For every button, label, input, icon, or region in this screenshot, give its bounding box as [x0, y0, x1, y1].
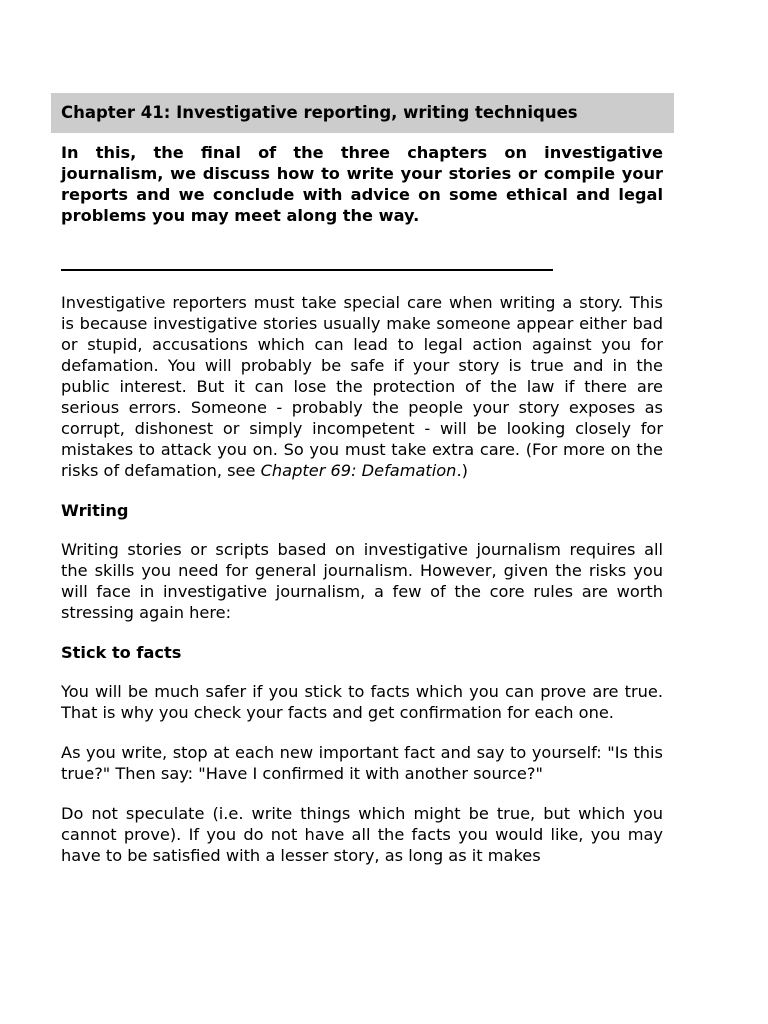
paragraph-check-facts: As you write, stop at each new important fact and say to yourself: "Is this true?" Then say: "Have I confirmed it with another source?" [61, 743, 663, 783]
cross-reference: Chapter 69: Defamation [260, 461, 457, 480]
paragraph-tail: .) [456, 461, 468, 480]
heading-stick-to-facts: Stick to facts [61, 643, 182, 662]
paragraph-facts: You will be much safer if you stick to facts which you can prove are true. That is why you check your facts and get confirmation for each one. [61, 682, 663, 722]
paragraph-speculate: Do not speculate (i.e. write things which might be true, but which you cannot prove). If you do not have all the facts you would like, you may have to be satisfied with a lesser story, as long as it makes [61, 804, 663, 865]
paragraph-defamation-care [61, 292, 663, 481]
chapter-title: Chapter 41: Investigative reporting, writing techniques [51, 93, 674, 133]
paragraph-writing: Writing stories or scripts based on investigative journalism requires all the skills you need for general journalism. However, given the risks you will face in investigative journalism, a few of the core rules are worth stressing again here: [61, 540, 663, 622]
paragraph-text: Investigative reporters must take special care when writing a story. This is because investigative stories usually make someone appear either bad or stupid, accusations which can lead to legal action against you for defamation. You will probably be safe if your story is true and in the public interest. But it can lose the protection of the law if there are serious errors. Someone - probably the people your story exposes as corrupt, dishonest or simply incompetent - will be looking closely for mistakes to attack you on. So you must take extra care. (For more on the risks of defamation, see [61, 293, 663, 480]
chapter-intro: In this, the final of the three chapters on investigative journalism, we discuss how to write your stories or compile your reports and we conclude with advice on some ethical and legal problems you may meet along the way. [61, 143, 663, 225]
section-divider [61, 269, 553, 271]
chapter-content [61, 142, 663, 885]
heading-writing: Writing [61, 501, 129, 520]
